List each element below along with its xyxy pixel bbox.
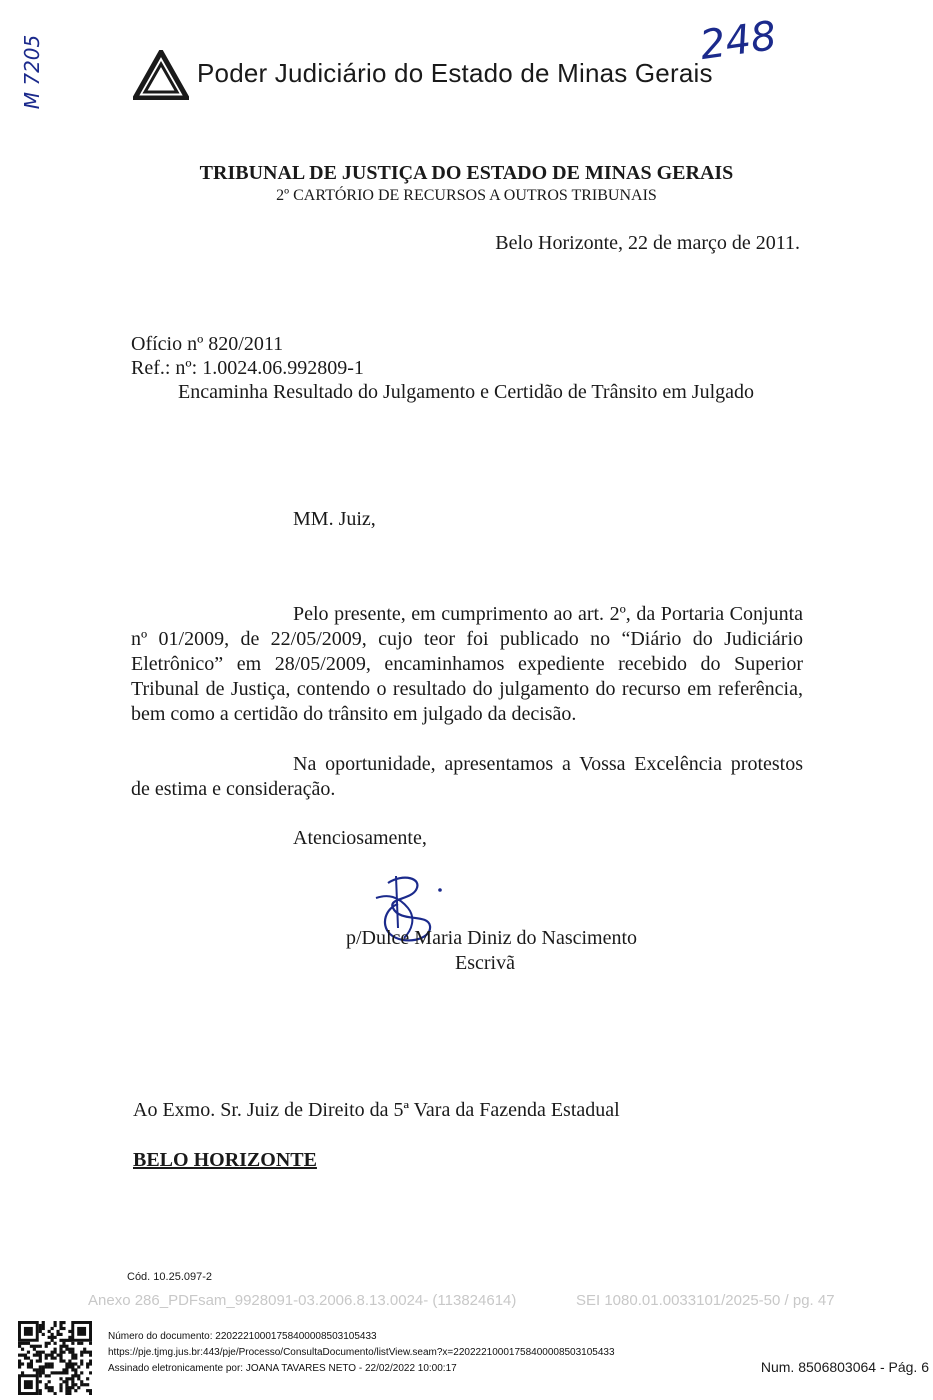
- oficio-number: Ofício nº 820/2011: [131, 333, 284, 355]
- signatory-role: Escrivã: [455, 952, 515, 974]
- salutation: MM. Juiz,: [293, 508, 376, 530]
- sei-watermark: SEI 1080.01.0033101/2025-50 / pg. 47: [576, 1292, 835, 1309]
- handwritten-margin-note: M 7205: [20, 34, 44, 110]
- letterhead-institution: Poder Judiciário do Estado de Minas Gerais: [197, 58, 713, 88]
- form-code: Cód. 10.25.097-2: [127, 1271, 213, 1283]
- addressee-line: Ao Exmo. Sr. Juiz de Direito da 5ª Vara da Fazenda Estadual: [133, 1099, 620, 1121]
- judiciary-triangle-logo: [133, 50, 189, 100]
- document-number: Número do documento: 22022210001758400008503105433: [108, 1331, 377, 1342]
- handwritten-page-number: 248: [697, 12, 780, 70]
- annex-watermark: Anexo 286_PDFsam_9928091-03.2006.8.13.0024- (113824614): [88, 1292, 517, 1309]
- qr-code: [18, 1321, 92, 1395]
- addressee-city: BELO HORIZONTE: [133, 1149, 317, 1171]
- reference-number: Ref.: nº: 1.0024.06.992809-1: [131, 357, 364, 379]
- department-title: 2º CARTÓRIO DE RECURSOS A OUTROS TRIBUNAIS: [276, 187, 657, 204]
- body-paragraph-1: Pelo presente, em cumprimento ao art. 2º, da Portaria Conjunta nº 01/2009, de 22/05/2009, cujo teor foi publicado no “Diário do Judiciário Eletrônico” em 28/05/2009, encaminhamos expediente recebido do Superior Tribunal de Justiça, contendo o resultado do julgamento do recurso em referência, bem como a certidão do trânsito em julgado da decisão.: [131, 603, 803, 725]
- subject-line: Encaminha Resultado do Julgamento e Certidão de Trânsito em Julgado: [178, 381, 755, 403]
- closing: Atenciosamente,: [293, 827, 427, 849]
- signatory-name: p/Dulce Maria Diniz do Nascimento: [346, 927, 638, 949]
- num-page: Num. 8506803064 - Pág. 6: [760, 1359, 929, 1375]
- document-url: https://pje.tjmg.jus.br:443/pje/Processo/ConsultaDocumento/listView.seam?x=22022210001758400008503105433: [108, 1347, 615, 1358]
- electronic-signature: Assinado eletronicamente por: JOANA TAVARES NETO - 22/02/2022 10:00:17: [108, 1363, 457, 1374]
- body-paragraph-2: Na oportunidade, apresentamos a Vossa Excelência protestos de estima e consideração.: [131, 753, 803, 800]
- date-line: Belo Horizonte, 22 de março de 2011.: [495, 232, 800, 254]
- court-title: TRIBUNAL DE JUSTIÇA DO ESTADO DE MINAS GERAIS: [199, 162, 734, 184]
